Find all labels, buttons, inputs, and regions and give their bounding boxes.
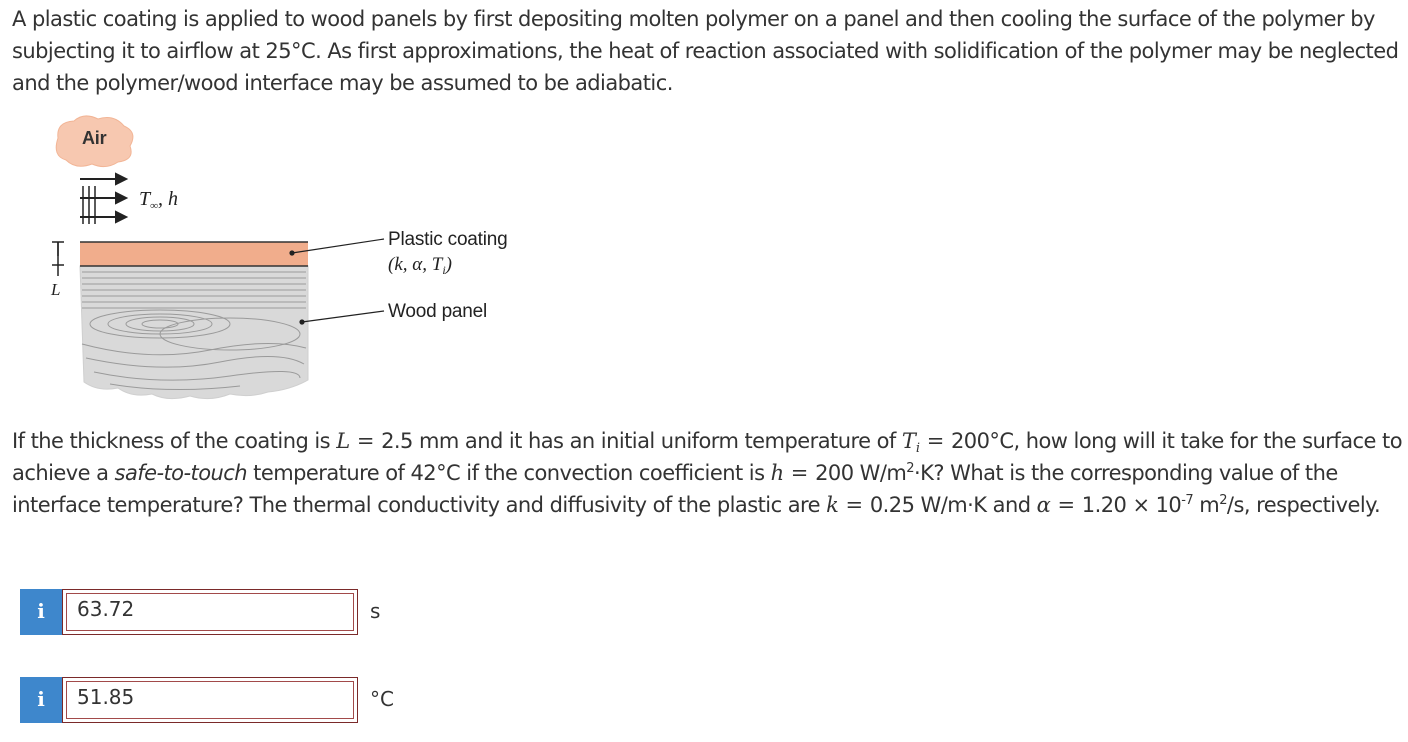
temperature-answer-input[interactable] bbox=[77, 682, 327, 712]
wood-leader-line bbox=[302, 311, 384, 322]
problem-intro: A plastic coating is applied to wood panels by first depositing molten polymer on a panel and then cooling the surface of the polymer by subjecting it to airflow at 25°C. As first approximations, the heat of reaction associated with solidification of the polymer may be neglected and the polymer/wood interface may be assumed to be adiabatic. bbox=[12, 7, 1399, 95]
problem-question: If the thickness of the coating is L = 2.5 mm and it has an initial uniform temperature of $T_i = 200^\circ C$, how long will it take for the surface to achieve a safe-to-touch temperature of 42°C if the convection coefficient is h = 200 $W/m^2\cdot K$? What is the corresponding value of the interface temperature? The thermal conductivity and diffusivity of the plastic are k = 0.25 W/m·K and $\alpha = 1.20 \times 10^{-7}$ $m^2/s$, respectively. bbox=[12, 429, 1403, 517]
time-answer-box bbox=[62, 589, 358, 635]
info-icon[interactable]: i bbox=[20, 589, 62, 635]
velocity-profile-icon bbox=[83, 186, 95, 224]
wood-panel-shape bbox=[80, 266, 308, 399]
coating-properties-label: (k, α, $T_i$) bbox=[388, 254, 452, 277]
plastic-coating-label: Plastic coating bbox=[388, 229, 508, 250]
thickness-dimension-icon bbox=[52, 242, 64, 276]
coating-diagram bbox=[40, 112, 540, 407]
wood-panel-label: Wood panel bbox=[388, 301, 488, 322]
temperature-answer-box bbox=[62, 677, 358, 723]
thickness-label: L bbox=[51, 280, 61, 299]
time-unit-label: s bbox=[370, 599, 381, 623]
problem-figure bbox=[40, 112, 540, 407]
airflow-arrows-icon bbox=[80, 174, 126, 222]
info-icon[interactable]: i bbox=[20, 677, 62, 723]
air-label: Air bbox=[82, 128, 107, 148]
plastic-coating-layer bbox=[80, 242, 308, 266]
time-answer-input[interactable] bbox=[77, 594, 327, 624]
temperature-unit-label: °C bbox=[370, 687, 394, 711]
ambient-temp-symbol: $T_\infty$, h bbox=[139, 188, 178, 212]
